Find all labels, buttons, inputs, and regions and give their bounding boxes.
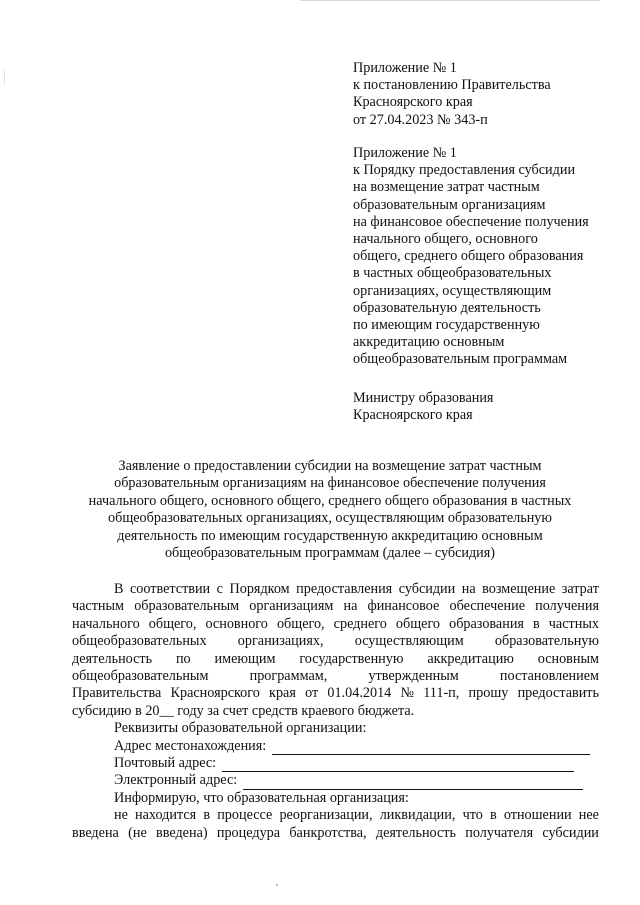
postal-blank-line bbox=[222, 758, 574, 772]
appendix-line: начального общего, основного bbox=[353, 231, 538, 248]
word: образовательным bbox=[134, 598, 240, 615]
word: финансовое bbox=[367, 598, 440, 615]
appendix-procedure bbox=[353, 145, 613, 369]
appendix-line: аккредитацию основным bbox=[353, 334, 505, 351]
word: прошу bbox=[468, 685, 509, 702]
address-blank-line bbox=[272, 741, 590, 755]
email-label: Электронный адрес: bbox=[114, 772, 238, 789]
word: постановлением bbox=[499, 668, 599, 685]
appendix-line: общеобразовательным программам bbox=[353, 351, 568, 368]
email-field bbox=[72, 772, 599, 789]
word: возмещение bbox=[482, 581, 556, 597]
word: не bbox=[114, 807, 128, 824]
word: организациям bbox=[249, 598, 334, 615]
word: государственную bbox=[299, 650, 404, 667]
word: нее bbox=[578, 807, 599, 824]
recipient-line: Красноярского края bbox=[353, 407, 473, 424]
body-line bbox=[72, 598, 599, 615]
word: банкротства, bbox=[289, 824, 367, 841]
word: программам, bbox=[249, 668, 328, 685]
appendix-line: Приложение № 1 bbox=[353, 60, 457, 76]
word: В bbox=[114, 581, 124, 597]
word: на bbox=[343, 598, 358, 615]
application-title bbox=[60, 458, 600, 562]
word: по bbox=[175, 650, 191, 667]
word: общего, bbox=[148, 615, 197, 632]
address-field bbox=[72, 738, 599, 755]
word: частных bbox=[548, 615, 599, 632]
recipient-line: Министру образования bbox=[353, 390, 494, 406]
body-line bbox=[72, 807, 599, 824]
word: общего bbox=[395, 615, 441, 632]
word: процедура bbox=[216, 824, 281, 841]
word: предоставления bbox=[296, 581, 393, 597]
body-line bbox=[72, 685, 599, 702]
word: Красноярского bbox=[170, 685, 260, 702]
email-blank-line bbox=[243, 776, 583, 790]
bankruptcy-paragraph bbox=[72, 807, 599, 842]
title-line: деятельность по имеющим государственную аккредитацию основным bbox=[117, 527, 543, 544]
body-line bbox=[72, 651, 599, 668]
body-line bbox=[72, 668, 599, 685]
word: соответствии bbox=[129, 581, 211, 597]
request-paragraph bbox=[72, 581, 599, 703]
word: отношении bbox=[503, 807, 572, 824]
word: в bbox=[203, 807, 211, 824]
appendix-line: к Порядку предоставления субсидии bbox=[353, 162, 576, 179]
appendix-line: организациях, осуществляющим bbox=[353, 282, 552, 299]
requisites-heading: Реквизиты образовательной организации: bbox=[114, 720, 367, 737]
word: субсидии bbox=[542, 824, 599, 841]
word: затрат bbox=[561, 581, 599, 597]
word: предоставить bbox=[517, 685, 599, 702]
word: среднего bbox=[333, 615, 387, 632]
word: введена bbox=[72, 824, 119, 841]
request-paragraph-last-line: субсидию в 20__ году за счет средств краевого бюджета. bbox=[72, 702, 415, 719]
word: с bbox=[216, 581, 223, 597]
word: утвержденным bbox=[368, 668, 459, 685]
word: Порядком bbox=[229, 581, 290, 597]
word: ликвидации, bbox=[379, 807, 456, 824]
application-body bbox=[72, 581, 599, 842]
word: основным bbox=[537, 650, 599, 667]
appendix-line: Приложение № 1 bbox=[353, 145, 457, 161]
title-line: Заявление о предоставлении субсидии на возмещение затрат частным bbox=[118, 458, 542, 474]
word: Правительства bbox=[72, 685, 162, 702]
word: находится bbox=[135, 807, 197, 824]
word: аккредитацию bbox=[427, 650, 514, 667]
recipient-block bbox=[353, 390, 613, 424]
appendix-line: на возмещение затрат частным bbox=[353, 179, 540, 196]
word: частным bbox=[72, 598, 125, 615]
word: в bbox=[489, 807, 497, 824]
word: 111-п, bbox=[423, 685, 460, 702]
word: общеобразовательным bbox=[72, 668, 209, 685]
body-line bbox=[72, 616, 599, 633]
word: процессе bbox=[217, 807, 273, 824]
appendix-line: в частных общеобразовательных bbox=[353, 265, 552, 282]
word: 01.04.2014 bbox=[327, 685, 392, 702]
word: осуществляющим bbox=[354, 633, 464, 650]
appendix-government-resolution bbox=[353, 60, 613, 129]
word: общего, bbox=[276, 615, 325, 632]
title-line: образовательным организациям на финансовое обеспечение получения bbox=[114, 475, 546, 492]
appendix-line: Красноярского края bbox=[353, 94, 473, 111]
appendix-line: по имеющим государственную bbox=[353, 317, 540, 334]
word: введена) bbox=[156, 824, 208, 841]
word: деятельность bbox=[375, 824, 456, 841]
appendix-line: образовательным организациям bbox=[353, 196, 546, 213]
scan-speck bbox=[276, 884, 278, 886]
word: (не bbox=[128, 824, 147, 841]
word: образовательную bbox=[494, 633, 599, 650]
scan-top-edge bbox=[300, 0, 600, 1]
postal-field bbox=[72, 755, 599, 772]
word: обеспечение bbox=[449, 598, 526, 615]
word: организациях, bbox=[237, 633, 324, 650]
body-line bbox=[72, 825, 599, 842]
postal-label: Почтовый адрес: bbox=[114, 755, 217, 772]
word: реорганизации, bbox=[279, 807, 373, 824]
body-line bbox=[72, 581, 599, 598]
word: образования bbox=[449, 615, 524, 632]
scan-left-mark bbox=[4, 70, 5, 84]
word: получения bbox=[535, 598, 599, 615]
word: субсидии bbox=[398, 581, 456, 597]
word: получателя bbox=[465, 824, 534, 841]
title-line: общеобразовательным программам (далее – субсидия) bbox=[164, 545, 496, 562]
word: на bbox=[461, 581, 476, 597]
word: края bbox=[269, 685, 296, 702]
appendix-line: общего, среднего общего образования bbox=[353, 248, 584, 265]
word: имеющим bbox=[214, 650, 276, 667]
address-label: Адрес местонахождения: bbox=[114, 737, 267, 754]
inform-line: Информирую, что образовательная организация: bbox=[114, 789, 409, 806]
word: общеобразовательных bbox=[72, 633, 207, 650]
word: что bbox=[462, 807, 483, 824]
title-line: начального общего, основного общего, среднего общего образования в частных bbox=[88, 492, 572, 509]
word: основного bbox=[205, 615, 268, 632]
appendix-line: к постановлению Правительства bbox=[353, 77, 551, 94]
body-line bbox=[72, 633, 599, 650]
word: № bbox=[400, 685, 415, 702]
word: деятельность bbox=[72, 650, 153, 667]
title-line: общеобразовательных организациях, осуществляющим образовательную bbox=[108, 510, 552, 527]
appendix-line: образовательную деятельность bbox=[353, 299, 541, 316]
word: в bbox=[533, 615, 540, 632]
appendix-line: на финансовое обеспечение получения bbox=[353, 213, 589, 230]
word: от bbox=[305, 685, 319, 702]
word: начального bbox=[72, 615, 140, 632]
appendix-line: от 27.04.2023 № 343-п bbox=[353, 111, 488, 128]
